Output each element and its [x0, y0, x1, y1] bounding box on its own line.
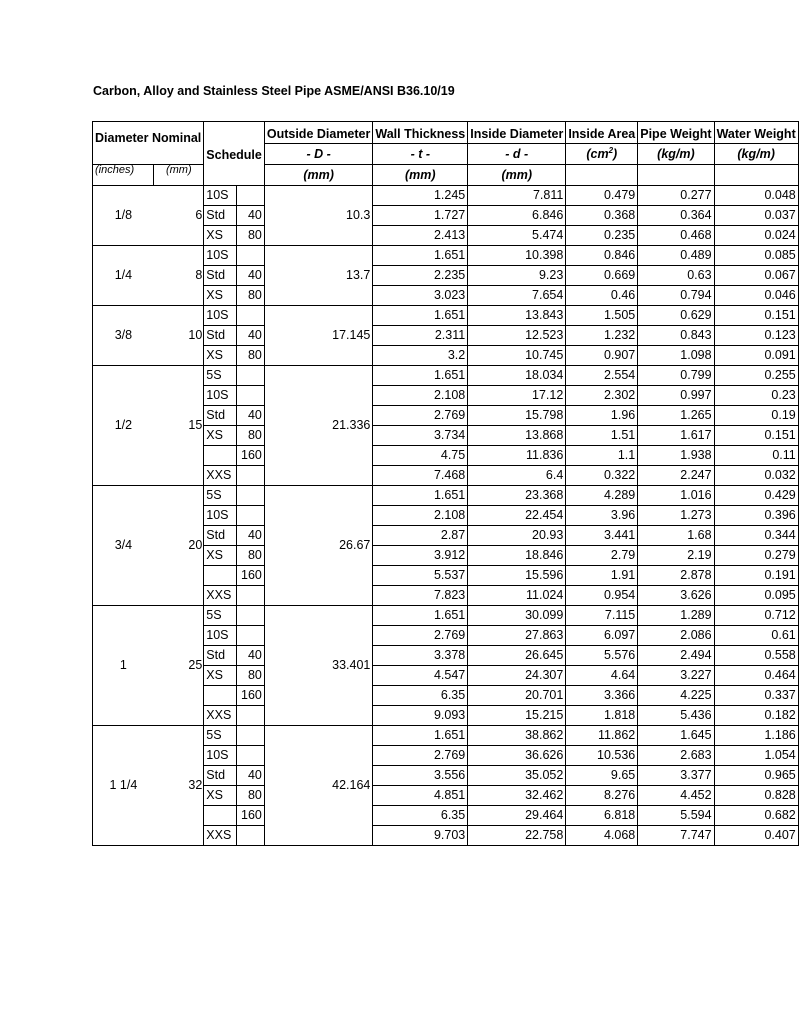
pipe-weight-cell: 0.843 — [638, 326, 714, 346]
pipe-weight-cell: 1.273 — [638, 506, 714, 526]
inside-area-cell: 0.322 — [566, 466, 638, 486]
unit-area-blank — [566, 165, 638, 186]
header-diameter-nominal: Diameter Nominal — [93, 122, 204, 165]
wall-thickness-cell: 3.2 — [373, 346, 468, 366]
table-row — [93, 366, 799, 386]
water-weight-cell: 0.396 — [714, 506, 798, 526]
schedule-name-cell: Std — [204, 266, 237, 286]
inside-area-cell: 2.79 — [566, 546, 638, 566]
inside-diameter-cell: 20.93 — [468, 526, 566, 546]
schedule-number-cell: 80 — [237, 286, 265, 306]
wall-thickness-cell: 9.093 — [373, 706, 468, 726]
pipe-weight-cell: 1.68 — [638, 526, 714, 546]
schedule-number-cell — [237, 726, 265, 746]
inside-area-cell: 1.818 — [566, 706, 638, 726]
water-weight-cell: 1.186 — [714, 726, 798, 746]
table-row — [93, 726, 799, 746]
header-pipe-weight: Pipe Weight — [638, 122, 714, 144]
nominal-inch-cell: 1 1/4 — [93, 726, 154, 846]
schedule-name-cell: 10S — [204, 626, 237, 646]
unit-water-weight: (kg/m) — [714, 144, 798, 165]
water-weight-cell: 0.558 — [714, 646, 798, 666]
inside-diameter-cell: 17.12 — [468, 386, 566, 406]
inside-area-cell: 6.818 — [566, 806, 638, 826]
wall-thickness-cell: 5.537 — [373, 566, 468, 586]
schedule-name-cell: XXS — [204, 466, 237, 486]
schedule-number-cell: 80 — [237, 546, 265, 566]
schedule-number-cell — [237, 606, 265, 626]
inside-diameter-cell: 30.099 — [468, 606, 566, 626]
inside-diameter-cell: 22.454 — [468, 506, 566, 526]
inside-diameter-cell: 11.836 — [468, 446, 566, 466]
schedule-name-cell: Std — [204, 406, 237, 426]
nominal-mm-cell: 10 — [154, 306, 204, 366]
water-weight-cell: 0.682 — [714, 806, 798, 826]
unit-inside-area: $(cm^2)$ — [566, 144, 638, 165]
wall-thickness-cell: 2.769 — [373, 746, 468, 766]
inside-diameter-cell: 18.846 — [468, 546, 566, 566]
schedule-name-cell: 5S — [204, 366, 237, 386]
inside-area-cell: 0.235 — [566, 226, 638, 246]
inside-diameter-cell: 26.645 — [468, 646, 566, 666]
pipe-weight-cell: 1.289 — [638, 606, 714, 626]
outside-diameter-cell: 26.67 — [264, 486, 373, 606]
inside-diameter-cell: 29.464 — [468, 806, 566, 826]
outside-diameter-cell: 42.164 — [264, 726, 373, 846]
inside-area-cell: 7.115 — [566, 606, 638, 626]
schedule-number-cell — [237, 306, 265, 326]
unit-nominal-inches: (inches) — [93, 165, 154, 186]
wall-thickness-cell: 1.651 — [373, 606, 468, 626]
wall-thickness-cell: 2.108 — [373, 386, 468, 406]
wall-thickness-cell: 2.769 — [373, 626, 468, 646]
inside-area-cell: 0.846 — [566, 246, 638, 266]
inside-diameter-cell: 13.843 — [468, 306, 566, 326]
schedule-number-cell — [237, 746, 265, 766]
inside-diameter-cell: 15.596 — [468, 566, 566, 586]
schedule-number-cell — [237, 826, 265, 846]
pipe-weight-cell: 0.997 — [638, 386, 714, 406]
schedule-name-cell: 10S — [204, 506, 237, 526]
pipe-weight-cell: 1.016 — [638, 486, 714, 506]
schedule-name-cell — [204, 686, 237, 706]
pipe-weight-cell: 0.63 — [638, 266, 714, 286]
inside-diameter-cell: 7.654 — [468, 286, 566, 306]
water-weight-cell: 0.407 — [714, 826, 798, 846]
inside-diameter-cell: 9.23 — [468, 266, 566, 286]
schedule-name-cell: 10S — [204, 306, 237, 326]
wall-thickness-cell: 9.703 — [373, 826, 468, 846]
schedule-name-cell: XS — [204, 426, 237, 446]
schedule-name-cell — [204, 806, 237, 826]
unit-inside-diameter: (mm) — [468, 165, 566, 186]
inside-area-cell: 6.097 — [566, 626, 638, 646]
inside-diameter-cell: 20.701 — [468, 686, 566, 706]
inside-area-cell: 0.479 — [566, 186, 638, 206]
wall-thickness-cell: 1.651 — [373, 726, 468, 746]
pipe-weight-cell: 0.364 — [638, 206, 714, 226]
nominal-mm-cell: 8 — [154, 246, 204, 306]
pipe-weight-cell: 0.468 — [638, 226, 714, 246]
inside-area-cell: 0.669 — [566, 266, 638, 286]
inside-diameter-cell: 24.307 — [468, 666, 566, 686]
water-weight-cell: 0.182 — [714, 706, 798, 726]
schedule-number-cell — [237, 706, 265, 726]
schedule-number-cell: 80 — [237, 426, 265, 446]
water-weight-cell: 0.037 — [714, 206, 798, 226]
header-schedule: Schedule — [204, 122, 265, 186]
water-weight-cell: 0.151 — [714, 306, 798, 326]
water-weight-cell: 0.091 — [714, 346, 798, 366]
wall-thickness-cell: 4.75 — [373, 446, 468, 466]
schedule-number-cell: 40 — [237, 266, 265, 286]
inside-area-cell: 11.862 — [566, 726, 638, 746]
inside-diameter-cell: 23.368 — [468, 486, 566, 506]
pipe-weight-cell: 7.747 — [638, 826, 714, 846]
outside-diameter-cell: 21.336 — [264, 366, 373, 486]
inside-diameter-cell: 35.052 — [468, 766, 566, 786]
pipe-weight-cell: 3.626 — [638, 586, 714, 606]
inside-diameter-cell: 5.474 — [468, 226, 566, 246]
schedule-name-cell: 10S — [204, 246, 237, 266]
pipe-weight-cell: 5.594 — [638, 806, 714, 826]
inside-area-cell: 0.954 — [566, 586, 638, 606]
schedule-name-cell: Std — [204, 326, 237, 346]
inside-diameter-cell: 22.758 — [468, 826, 566, 846]
wall-thickness-cell: 1.727 — [373, 206, 468, 226]
schedule-number-cell: 160 — [237, 566, 265, 586]
inside-area-cell: 10.536 — [566, 746, 638, 766]
pipe-weight-cell: 2.494 — [638, 646, 714, 666]
water-weight-cell: 0.464 — [714, 666, 798, 686]
unit-pipe-weight: (kg/m) — [638, 144, 714, 165]
inside-diameter-cell: 38.862 — [468, 726, 566, 746]
pipe-weight-cell: 1.098 — [638, 346, 714, 366]
nominal-mm-cell: 25 — [154, 606, 204, 726]
header-row — [93, 122, 799, 144]
schedule-number-cell: 40 — [237, 766, 265, 786]
schedule-number-cell — [237, 366, 265, 386]
header-inside-diameter: Inside Diameter — [468, 122, 566, 144]
water-weight-cell: 0.19 — [714, 406, 798, 426]
schedule-name-cell: Std — [204, 206, 237, 226]
wall-thickness-cell: 1.651 — [373, 246, 468, 266]
inside-diameter-cell: 36.626 — [468, 746, 566, 766]
nominal-inch-cell: 1 — [93, 606, 154, 726]
inside-area-cell: 0.368 — [566, 206, 638, 226]
schedule-number-cell: 160 — [237, 806, 265, 826]
water-weight-cell: 0.429 — [714, 486, 798, 506]
schedule-name-cell: XXS — [204, 586, 237, 606]
wall-thickness-cell: 1.245 — [373, 186, 468, 206]
water-weight-cell: 0.23 — [714, 386, 798, 406]
schedule-name-cell: XS — [204, 286, 237, 306]
unit-pipe-weight-blank — [638, 165, 714, 186]
pipe-weight-cell: 2.247 — [638, 466, 714, 486]
pipe-weight-cell: 4.452 — [638, 786, 714, 806]
inside-area-cell: 1.1 — [566, 446, 638, 466]
schedule-number-cell: 80 — [237, 346, 265, 366]
water-weight-cell: 0.024 — [714, 226, 798, 246]
wall-thickness-cell: 3.378 — [373, 646, 468, 666]
wall-thickness-cell: 2.769 — [373, 406, 468, 426]
schedule-number-cell: 80 — [237, 666, 265, 686]
inside-area-cell: 1.96 — [566, 406, 638, 426]
inside-area-cell: 1.91 — [566, 566, 638, 586]
header-water-weight: Water Weight — [714, 122, 798, 144]
pipe-weight-cell: 0.277 — [638, 186, 714, 206]
pipe-weight-cell: 1.265 — [638, 406, 714, 426]
inside-diameter-cell: 32.462 — [468, 786, 566, 806]
inside-area-cell: 9.65 — [566, 766, 638, 786]
wall-thickness-cell: 2.235 — [373, 266, 468, 286]
schedule-name-cell: XS — [204, 346, 237, 366]
nominal-mm-cell: 6 — [154, 186, 204, 246]
nominal-inch-cell: 1/8 — [93, 186, 154, 246]
inside-diameter-cell: 18.034 — [468, 366, 566, 386]
table-row — [93, 306, 799, 326]
water-weight-cell: 0.11 — [714, 446, 798, 466]
water-weight-cell: 0.344 — [714, 526, 798, 546]
schedule-number-cell — [237, 466, 265, 486]
inside-area-cell: 3.96 — [566, 506, 638, 526]
schedule-name-cell: XS — [204, 786, 237, 806]
schedule-name-cell: 5S — [204, 606, 237, 626]
schedule-number-cell: 160 — [237, 446, 265, 466]
schedule-number-cell — [237, 586, 265, 606]
table-row — [93, 246, 799, 266]
schedule-number-cell — [237, 246, 265, 266]
inside-area-cell: 4.068 — [566, 826, 638, 846]
schedule-number-cell: 80 — [237, 226, 265, 246]
unit-row — [93, 165, 799, 186]
table-row — [93, 606, 799, 626]
water-weight-cell: 0.095 — [714, 586, 798, 606]
inside-area-cell: 2.554 — [566, 366, 638, 386]
inside-area-cell: 4.64 — [566, 666, 638, 686]
symbol-inside-diameter: - d - — [468, 144, 566, 165]
wall-thickness-cell: 7.823 — [373, 586, 468, 606]
inside-area-cell: 2.302 — [566, 386, 638, 406]
schedule-number-cell: 40 — [237, 326, 265, 346]
pipe-weight-cell: 1.617 — [638, 426, 714, 446]
schedule-name-cell — [204, 566, 237, 586]
unit-outside-diameter: (mm) — [264, 165, 373, 186]
document-title: Carbon, Alloy and Stainless Steel Pipe ASME/ANSI B36.10/19 — [93, 84, 455, 98]
water-weight-cell: 0.279 — [714, 546, 798, 566]
pipe-weight-cell: 1.645 — [638, 726, 714, 746]
schedule-name-cell: XXS — [204, 826, 237, 846]
schedule-name-cell: Std — [204, 646, 237, 666]
water-weight-cell: 0.048 — [714, 186, 798, 206]
inside-area-cell: 8.276 — [566, 786, 638, 806]
unit-wall-thickness: (mm) — [373, 165, 468, 186]
outside-diameter-cell: 33.401 — [264, 606, 373, 726]
schedule-name-cell — [204, 446, 237, 466]
pipe-weight-cell: 2.086 — [638, 626, 714, 646]
schedule-name-cell: XS — [204, 546, 237, 566]
wall-thickness-cell: 3.023 — [373, 286, 468, 306]
wall-thickness-cell: 2.108 — [373, 506, 468, 526]
wall-thickness-cell: 7.468 — [373, 466, 468, 486]
inside-diameter-cell: 6.4 — [468, 466, 566, 486]
pipe-weight-cell: 0.794 — [638, 286, 714, 306]
wall-thickness-cell: 1.651 — [373, 306, 468, 326]
water-weight-cell: 0.828 — [714, 786, 798, 806]
schedule-number-cell — [237, 506, 265, 526]
wall-thickness-cell: 1.651 — [373, 486, 468, 506]
water-weight-cell: 1.054 — [714, 746, 798, 766]
water-weight-cell: 0.046 — [714, 286, 798, 306]
water-weight-cell: 0.151 — [714, 426, 798, 446]
pipe-weight-cell: 2.19 — [638, 546, 714, 566]
inside-area-cell: 0.907 — [566, 346, 638, 366]
schedule-name-cell: XXS — [204, 706, 237, 726]
pipe-weight-cell: 0.799 — [638, 366, 714, 386]
wall-thickness-cell: 1.651 — [373, 366, 468, 386]
outside-diameter-cell: 13.7 — [264, 246, 373, 306]
schedule-number-cell: 40 — [237, 406, 265, 426]
schedule-number-cell: 80 — [237, 786, 265, 806]
schedule-number-cell: 40 — [237, 526, 265, 546]
schedule-name-cell: Std — [204, 526, 237, 546]
table-row — [93, 486, 799, 506]
header-wall-thickness: Wall Thickness — [373, 122, 468, 144]
schedule-name-cell: XS — [204, 226, 237, 246]
nominal-inch-cell: 1/2 — [93, 366, 154, 486]
water-weight-cell: 0.085 — [714, 246, 798, 266]
schedule-number-cell: 40 — [237, 646, 265, 666]
wall-thickness-cell: 6.35 — [373, 686, 468, 706]
schedule-name-cell: XS — [204, 666, 237, 686]
schedule-number-cell — [237, 486, 265, 506]
inside-diameter-cell: 27.863 — [468, 626, 566, 646]
pipe-dimensions-table — [92, 121, 799, 846]
pipe-weight-cell: 3.377 — [638, 766, 714, 786]
schedule-name-cell: 5S — [204, 726, 237, 746]
schedule-number-cell: 40 — [237, 206, 265, 226]
wall-thickness-cell: 4.851 — [373, 786, 468, 806]
pipe-weight-cell: 3.227 — [638, 666, 714, 686]
water-weight-cell: 0.032 — [714, 466, 798, 486]
inside-area-cell: 1.232 — [566, 326, 638, 346]
wall-thickness-cell: 4.547 — [373, 666, 468, 686]
inside-diameter-cell: 10.745 — [468, 346, 566, 366]
table-row — [93, 186, 799, 206]
schedule-name-cell: Std — [204, 766, 237, 786]
wall-thickness-cell: 3.556 — [373, 766, 468, 786]
inside-area-cell: 3.441 — [566, 526, 638, 546]
wall-thickness-cell: 2.87 — [373, 526, 468, 546]
wall-thickness-cell: 3.912 — [373, 546, 468, 566]
water-weight-cell: 0.255 — [714, 366, 798, 386]
pipe-weight-cell: 2.683 — [638, 746, 714, 766]
pipe-weight-cell: 4.225 — [638, 686, 714, 706]
wall-thickness-cell: 2.413 — [373, 226, 468, 246]
water-weight-cell: 0.61 — [714, 626, 798, 646]
header-inside-area: Inside Area — [566, 122, 638, 144]
nominal-mm-cell: 32 — [154, 726, 204, 846]
inside-diameter-cell: 15.215 — [468, 706, 566, 726]
nominal-inch-cell: 3/4 — [93, 486, 154, 606]
symbol-wall-thickness: - t - — [373, 144, 468, 165]
nominal-inch-cell: 3/8 — [93, 306, 154, 366]
nominal-inch-cell: 1/4 — [93, 246, 154, 306]
water-weight-cell: 0.191 — [714, 566, 798, 586]
schedule-number-cell — [237, 186, 265, 206]
pipe-weight-cell: 0.629 — [638, 306, 714, 326]
nominal-mm-cell: 20 — [154, 486, 204, 606]
schedule-name-cell: 10S — [204, 746, 237, 766]
pipe-weight-cell: 2.878 — [638, 566, 714, 586]
inside-diameter-cell: 11.024 — [468, 586, 566, 606]
pipe-weight-cell: 0.489 — [638, 246, 714, 266]
header-outside-diameter: Outside Diameter — [264, 122, 373, 144]
inside-area-cell: 1.51 — [566, 426, 638, 446]
nominal-mm-cell: 15 — [154, 366, 204, 486]
water-weight-cell: 0.965 — [714, 766, 798, 786]
schedule-name-cell: 5S — [204, 486, 237, 506]
wall-thickness-cell: 6.35 — [373, 806, 468, 826]
wall-thickness-cell: 2.311 — [373, 326, 468, 346]
water-weight-cell: 0.123 — [714, 326, 798, 346]
inside-area-cell: 3.366 — [566, 686, 638, 706]
schedule-number-cell — [237, 386, 265, 406]
pipe-weight-cell: 1.938 — [638, 446, 714, 466]
inside-area-cell: 0.46 — [566, 286, 638, 306]
unit-water-weight-blank — [714, 165, 798, 186]
water-weight-cell: 0.712 — [714, 606, 798, 626]
inside-area-cell: 5.576 — [566, 646, 638, 666]
schedule-number-cell — [237, 626, 265, 646]
schedule-number-cell: 160 — [237, 686, 265, 706]
water-weight-cell: 0.337 — [714, 686, 798, 706]
schedule-name-cell: 10S — [204, 186, 237, 206]
outside-diameter-cell: 10.3 — [264, 186, 373, 246]
inside-diameter-cell: 13.868 — [468, 426, 566, 446]
outside-diameter-cell: 17.145 — [264, 306, 373, 366]
inside-diameter-cell: 6.846 — [468, 206, 566, 226]
inside-diameter-cell: 15.798 — [468, 406, 566, 426]
inside-area-cell: 1.505 — [566, 306, 638, 326]
inside-diameter-cell: 10.398 — [468, 246, 566, 266]
inside-diameter-cell: 12.523 — [468, 326, 566, 346]
inside-diameter-cell: 7.811 — [468, 186, 566, 206]
wall-thickness-cell: 3.734 — [373, 426, 468, 446]
schedule-name-cell: 10S — [204, 386, 237, 406]
unit-nominal-mm: (mm) — [154, 165, 204, 186]
pipe-weight-cell: 5.436 — [638, 706, 714, 726]
inside-area-cell: 4.289 — [566, 486, 638, 506]
water-weight-cell: 0.067 — [714, 266, 798, 286]
symbol-outside-diameter: - D - — [264, 144, 373, 165]
